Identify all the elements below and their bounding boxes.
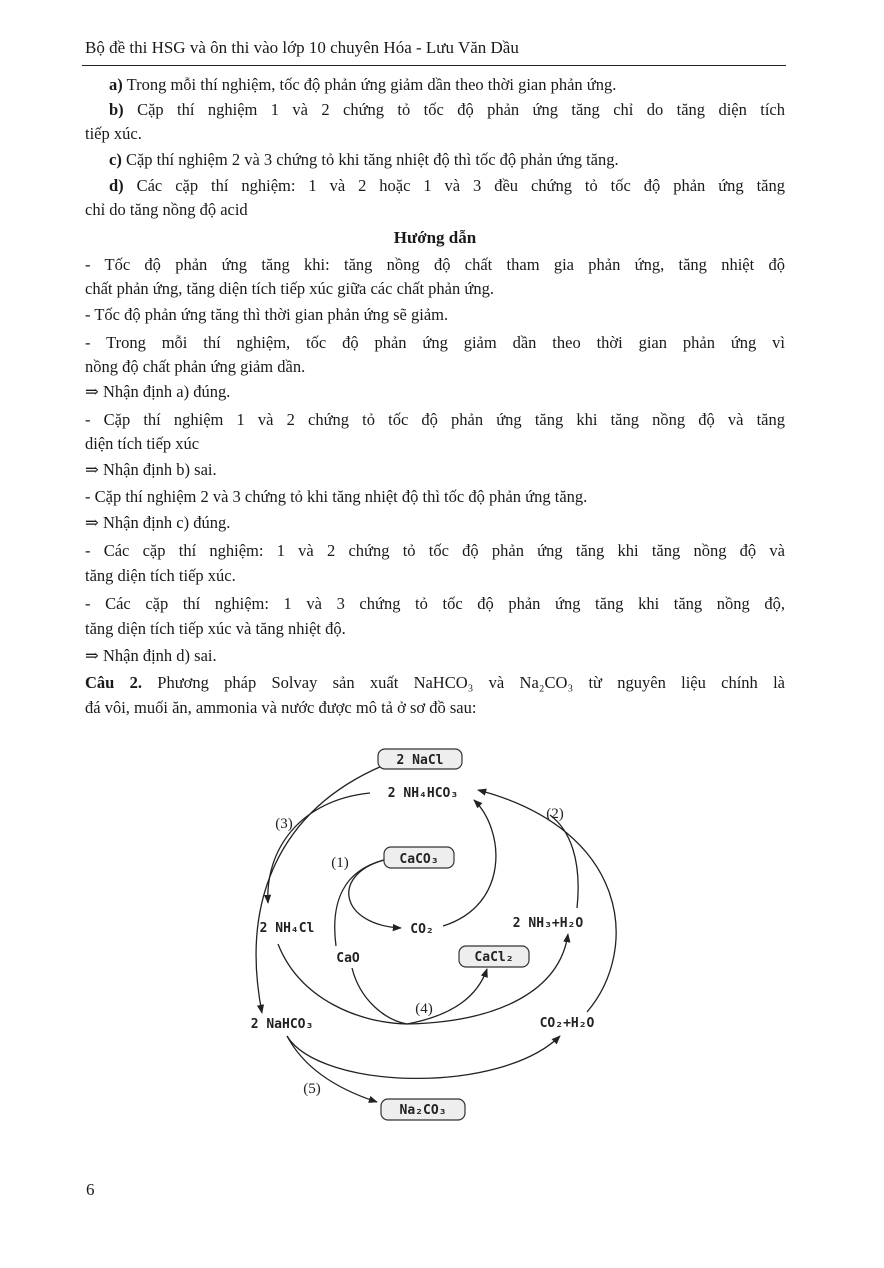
arrow-nacl-to-nahco3	[256, 766, 382, 1013]
step-label-3: (3)	[275, 816, 293, 832]
step-label-2: (2)	[546, 806, 564, 822]
arrow-nahco3-to-na2co3	[287, 1036, 377, 1102]
option-b-cont: tiếp xúc.	[85, 124, 142, 143]
node-nh4hco3: 2 NH₄HCO₃	[387, 786, 459, 801]
guide-line: - Tốc độ phản ứng tăng thì thời gian phản ứng sẽ giảm.	[85, 305, 449, 324]
arrow-nahco3-to-co2h2o	[287, 1036, 560, 1078]
step-label-4: (4)	[415, 1001, 433, 1017]
guide-title: Hướng dẫn	[393, 228, 477, 247]
option-label: a)	[109, 75, 123, 94]
node-cao: CaO	[336, 951, 360, 966]
guide-line: tăng diện tích tiếp xúc.	[85, 566, 236, 585]
node-na2co3: Na₂CO₃	[399, 1103, 447, 1118]
node-co2: CO₂	[410, 922, 434, 937]
question-2-cont: đá vôi, muối ăn, ammonia và nước được mô tả ở sơ đồ sau:	[85, 698, 477, 717]
option-text: Cặp thí nghiệm 2 và 3 chứng tỏ khi tăng nhiệt độ thì tốc độ phản ứng tăng.	[121, 150, 619, 169]
guide-line: - Cặp thí nghiệm 1 và 2 chứng tỏ tốc độ phản ứng tăng khi tăng nồng độ và tăng	[85, 410, 785, 429]
option-label: d)	[109, 176, 124, 195]
option-label: b)	[109, 100, 124, 119]
page-number: 6	[86, 1180, 95, 1199]
arrow-caco3-to-co2	[349, 860, 401, 928]
guide-line: - Các cặp thí nghiệm: 1 và 3 chứng tỏ tốc độ phản ứng tăng khi tăng nồng độ,	[85, 594, 785, 613]
guide-line: - Tốc độ phản ứng tăng khi: tăng nồng độ chất tham gia phản ứng, tăng nhiệt độ	[85, 255, 785, 274]
guide-line: ⇒ Nhận định d) sai.	[85, 646, 217, 665]
node-nh3-h2o: 2 NH₃+H₂O	[512, 916, 584, 931]
running-header: Bộ đề thi HSG và ôn thi vào lớp 10 chuyên Hóa - Lưu Văn Dầu	[85, 38, 519, 57]
node-cacl2: CaCl₂	[474, 950, 514, 965]
guide-line: ⇒ Nhận định c) đúng.	[85, 513, 231, 532]
option-text: Cặp thí nghiệm 1 và 2 chứng tỏ tốc độ phản ứng tăng chỉ do tăng diện tích	[123, 100, 785, 119]
node-nh4cl: 2 NH₄Cl	[259, 921, 315, 936]
guide-line: diện tích tiếp xúc	[85, 434, 200, 453]
arrow-cao-to-reaction4	[352, 968, 407, 1024]
option-d-cont: chỉ do tăng nồng độ acid	[85, 200, 248, 219]
guide-line: nồng độ chất phản ứng giảm dần.	[85, 357, 306, 376]
guide-line: - Cặp thí nghiệm 2 và 3 chứng tỏ khi tăng nhiệt độ thì tốc độ phản ứng tăng.	[85, 487, 588, 506]
option-label: c)	[109, 150, 122, 169]
node-nacl: 2 NaCl	[396, 753, 444, 768]
step-label-5: (5)	[303, 1081, 321, 1097]
arrow-nh3-to-nh4hco3	[550, 815, 578, 908]
step-label-1: (1)	[331, 855, 349, 871]
node-caco3: CaCO₃	[399, 852, 439, 867]
node-nahco3: 2 NaHCO₃	[250, 1017, 314, 1032]
node-co2-h2o: CO₂+H₂O	[539, 1016, 595, 1031]
question-text: Phương pháp Solvay sản xuất NaHCO₃ và Na₂CO₃ từ nguyên liệu chính là	[142, 673, 785, 692]
question-label: Câu 2.	[85, 673, 142, 692]
guide-line: chất phản ứng, tăng diện tích tiếp xúc giữa các chất phản ứng.	[85, 279, 494, 298]
guide-line: tăng diện tích tiếp xúc và tăng nhiệt độ.	[85, 619, 346, 638]
guide-line: ⇒ Nhận định b) sai.	[85, 460, 217, 479]
option-text: Trong mỗi thí nghiệm, tốc độ phản ứng giảm dần theo thời gian phản ứng.	[122, 75, 617, 94]
guide-line: - Các cặp thí nghiệm: 1 và 2 chứng tỏ tốc độ phản ứng tăng khi tăng nồng độ và	[85, 541, 785, 560]
guide-line: - Trong mỗi thí nghiệm, tốc độ phản ứng giảm dần theo thời gian phản ứng vì	[85, 333, 785, 352]
option-text: Các cặp thí nghiệm: 1 và 2 hoặc 1 và 3 đều chứng tỏ tốc độ phản ứng tăng	[123, 176, 785, 195]
guide-line: ⇒ Nhận định a) đúng.	[85, 382, 231, 401]
